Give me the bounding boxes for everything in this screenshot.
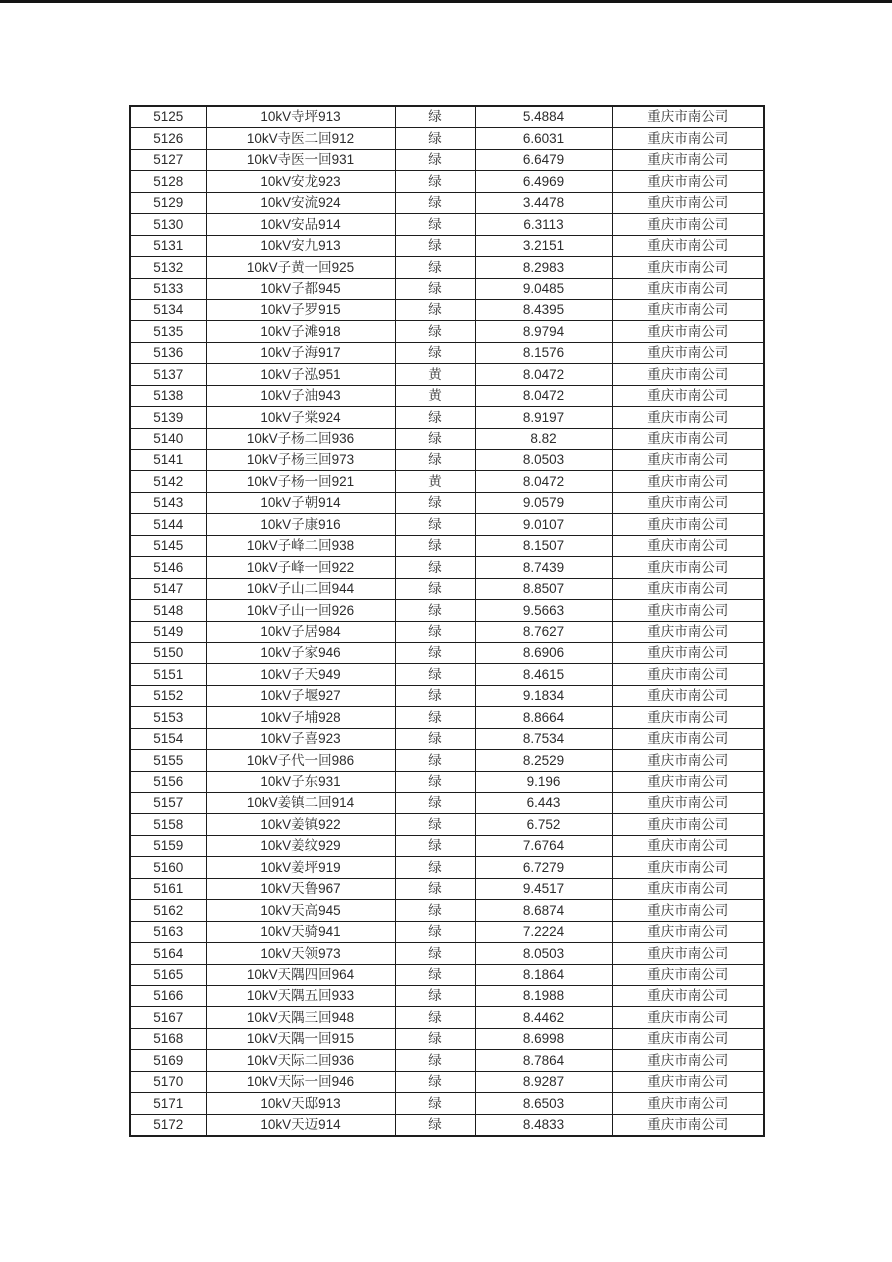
cell-company: 重庆市南公司 bbox=[612, 407, 764, 428]
cell-serial-number: 5150 bbox=[130, 642, 206, 663]
cell-value: 8.7439 bbox=[475, 557, 612, 578]
cell-feeder-name: 10kV安品914 bbox=[206, 214, 395, 235]
cell-company: 重庆市南公司 bbox=[612, 471, 764, 492]
cell-status: 绿 bbox=[395, 943, 475, 964]
cell-value: 8.2983 bbox=[475, 257, 612, 278]
cell-status: 绿 bbox=[395, 321, 475, 342]
cell-value: 5.4884 bbox=[475, 106, 612, 128]
cell-feeder-name: 10kV子罗915 bbox=[206, 299, 395, 320]
cell-status: 绿 bbox=[395, 578, 475, 599]
cell-feeder-name: 10kV天隅三回948 bbox=[206, 1007, 395, 1028]
cell-company: 重庆市南公司 bbox=[612, 728, 764, 749]
cell-feeder-name: 10kV子黄一回925 bbox=[206, 257, 395, 278]
cell-value: 8.1864 bbox=[475, 964, 612, 985]
table-row bbox=[130, 214, 764, 235]
cell-feeder-name: 10kV寺医二回912 bbox=[206, 128, 395, 149]
cell-feeder-name: 10kV天际二回936 bbox=[206, 1050, 395, 1071]
cell-value: 8.6503 bbox=[475, 1093, 612, 1114]
cell-company: 重庆市南公司 bbox=[612, 814, 764, 835]
cell-value: 8.82 bbox=[475, 428, 612, 449]
cell-serial-number: 5163 bbox=[130, 921, 206, 942]
table-row bbox=[130, 471, 764, 492]
cell-value: 8.0503 bbox=[475, 943, 612, 964]
cell-value: 9.0107 bbox=[475, 514, 612, 535]
cell-company: 重庆市南公司 bbox=[612, 707, 764, 728]
cell-value: 8.6998 bbox=[475, 1028, 612, 1049]
table-row bbox=[130, 557, 764, 578]
cell-value: 8.7627 bbox=[475, 621, 612, 642]
cell-feeder-name: 10kV姜镇922 bbox=[206, 814, 395, 835]
cell-company: 重庆市南公司 bbox=[612, 921, 764, 942]
table-row bbox=[130, 707, 764, 728]
cell-serial-number: 5126 bbox=[130, 128, 206, 149]
table-row bbox=[130, 1093, 764, 1114]
table-row bbox=[130, 450, 764, 471]
cell-value: 9.196 bbox=[475, 771, 612, 792]
table-row bbox=[130, 921, 764, 942]
cell-serial-number: 5169 bbox=[130, 1050, 206, 1071]
table-row bbox=[130, 535, 764, 556]
cell-feeder-name: 10kV天领973 bbox=[206, 943, 395, 964]
cell-feeder-name: 10kV子山二回944 bbox=[206, 578, 395, 599]
cell-status: 绿 bbox=[395, 921, 475, 942]
cell-feeder-name: 10kV子家946 bbox=[206, 642, 395, 663]
cell-value: 9.0485 bbox=[475, 278, 612, 299]
cell-feeder-name: 10kV子埔928 bbox=[206, 707, 395, 728]
cell-feeder-name: 10kV子喜923 bbox=[206, 728, 395, 749]
cell-company: 重庆市南公司 bbox=[612, 642, 764, 663]
cell-serial-number: 5137 bbox=[130, 364, 206, 385]
cell-value: 9.5663 bbox=[475, 600, 612, 621]
cell-status: 绿 bbox=[395, 600, 475, 621]
cell-company: 重庆市南公司 bbox=[612, 235, 764, 256]
cell-serial-number: 5139 bbox=[130, 407, 206, 428]
cell-company: 重庆市南公司 bbox=[612, 835, 764, 856]
cell-serial-number: 5125 bbox=[130, 106, 206, 128]
cell-status: 绿 bbox=[395, 857, 475, 878]
cell-value: 7.6764 bbox=[475, 835, 612, 856]
cell-status: 绿 bbox=[395, 835, 475, 856]
cell-serial-number: 5127 bbox=[130, 149, 206, 170]
cell-status: 黄 bbox=[395, 364, 475, 385]
cell-value: 8.7864 bbox=[475, 1050, 612, 1071]
cell-status: 绿 bbox=[395, 278, 475, 299]
cell-status: 绿 bbox=[395, 557, 475, 578]
cell-value: 6.6031 bbox=[475, 128, 612, 149]
cell-company: 重庆市南公司 bbox=[612, 600, 764, 621]
cell-serial-number: 5160 bbox=[130, 857, 206, 878]
cell-serial-number: 5167 bbox=[130, 1007, 206, 1028]
cell-company: 重庆市南公司 bbox=[612, 171, 764, 192]
table-row bbox=[130, 106, 764, 128]
cell-value: 9.0579 bbox=[475, 492, 612, 513]
cell-company: 重庆市南公司 bbox=[612, 943, 764, 964]
cell-serial-number: 5142 bbox=[130, 471, 206, 492]
cell-status: 绿 bbox=[395, 707, 475, 728]
cell-company: 重庆市南公司 bbox=[612, 985, 764, 1006]
cell-status: 绿 bbox=[395, 1007, 475, 1028]
cell-feeder-name: 10kV天际一回946 bbox=[206, 1071, 395, 1092]
table-row bbox=[130, 728, 764, 749]
cell-company: 重庆市南公司 bbox=[612, 192, 764, 213]
table-row bbox=[130, 299, 764, 320]
cell-serial-number: 5152 bbox=[130, 685, 206, 706]
cell-serial-number: 5162 bbox=[130, 900, 206, 921]
cell-status: 绿 bbox=[395, 1071, 475, 1092]
cell-serial-number: 5143 bbox=[130, 492, 206, 513]
cell-company: 重庆市南公司 bbox=[612, 106, 764, 128]
page-top-edge bbox=[0, 0, 892, 3]
table-row bbox=[130, 342, 764, 363]
cell-company: 重庆市南公司 bbox=[612, 428, 764, 449]
table-row bbox=[130, 492, 764, 513]
cell-company: 重庆市南公司 bbox=[612, 750, 764, 771]
cell-value: 6.7279 bbox=[475, 857, 612, 878]
cell-serial-number: 5138 bbox=[130, 385, 206, 406]
cell-value: 8.7534 bbox=[475, 728, 612, 749]
cell-feeder-name: 10kV子堰927 bbox=[206, 685, 395, 706]
cell-serial-number: 5159 bbox=[130, 835, 206, 856]
cell-serial-number: 5148 bbox=[130, 600, 206, 621]
cell-serial-number: 5145 bbox=[130, 535, 206, 556]
table-row bbox=[130, 514, 764, 535]
cell-feeder-name: 10kV子天949 bbox=[206, 664, 395, 685]
cell-value: 8.6906 bbox=[475, 642, 612, 663]
cell-value: 8.4462 bbox=[475, 1007, 612, 1028]
cell-value: 8.8507 bbox=[475, 578, 612, 599]
cell-feeder-name: 10kV子杨一回921 bbox=[206, 471, 395, 492]
cell-status: 绿 bbox=[395, 492, 475, 513]
cell-feeder-name: 10kV姜镇二回914 bbox=[206, 793, 395, 814]
cell-status: 绿 bbox=[395, 235, 475, 256]
cell-status: 黄 bbox=[395, 471, 475, 492]
table-row bbox=[130, 771, 764, 792]
table-row bbox=[130, 685, 764, 706]
cell-company: 重庆市南公司 bbox=[612, 278, 764, 299]
cell-feeder-name: 10kV子都945 bbox=[206, 278, 395, 299]
cell-serial-number: 5164 bbox=[130, 943, 206, 964]
cell-feeder-name: 10kV子山一回926 bbox=[206, 600, 395, 621]
cell-feeder-name: 10kV子海917 bbox=[206, 342, 395, 363]
cell-feeder-name: 10kV子杨三回973 bbox=[206, 450, 395, 471]
cell-serial-number: 5133 bbox=[130, 278, 206, 299]
cell-company: 重庆市南公司 bbox=[612, 257, 764, 278]
cell-company: 重庆市南公司 bbox=[612, 771, 764, 792]
cell-company: 重庆市南公司 bbox=[612, 214, 764, 235]
cell-serial-number: 5129 bbox=[130, 192, 206, 213]
cell-company: 重庆市南公司 bbox=[612, 1028, 764, 1049]
cell-feeder-name: 10kV子棠924 bbox=[206, 407, 395, 428]
table-row bbox=[130, 578, 764, 599]
cell-value: 6.752 bbox=[475, 814, 612, 835]
table-row bbox=[130, 278, 764, 299]
cell-company: 重庆市南公司 bbox=[612, 964, 764, 985]
cell-feeder-name: 10kV天隅五回933 bbox=[206, 985, 395, 1006]
cell-company: 重庆市南公司 bbox=[612, 450, 764, 471]
cell-feeder-name: 10kV子峰二回938 bbox=[206, 535, 395, 556]
cell-feeder-name: 10kV子滩918 bbox=[206, 321, 395, 342]
cell-company: 重庆市南公司 bbox=[612, 557, 764, 578]
cell-company: 重庆市南公司 bbox=[612, 342, 764, 363]
cell-feeder-name: 10kV天迈914 bbox=[206, 1114, 395, 1136]
cell-company: 重庆市南公司 bbox=[612, 793, 764, 814]
cell-value: 6.3113 bbox=[475, 214, 612, 235]
cell-feeder-name: 10kV子朝914 bbox=[206, 492, 395, 513]
table-row bbox=[130, 642, 764, 663]
table-row bbox=[130, 943, 764, 964]
table-row bbox=[130, 192, 764, 213]
cell-feeder-name: 10kV天高945 bbox=[206, 900, 395, 921]
cell-serial-number: 5136 bbox=[130, 342, 206, 363]
cell-serial-number: 5155 bbox=[130, 750, 206, 771]
cell-status: 绿 bbox=[395, 514, 475, 535]
cell-status: 绿 bbox=[395, 664, 475, 685]
cell-company: 重庆市南公司 bbox=[612, 878, 764, 899]
cell-serial-number: 5135 bbox=[130, 321, 206, 342]
cell-serial-number: 5130 bbox=[130, 214, 206, 235]
table-row bbox=[130, 385, 764, 406]
cell-status: 绿 bbox=[395, 1093, 475, 1114]
table-row bbox=[130, 750, 764, 771]
cell-status: 绿 bbox=[395, 1028, 475, 1049]
table-row bbox=[130, 600, 764, 621]
cell-status: 绿 bbox=[395, 900, 475, 921]
cell-company: 重庆市南公司 bbox=[612, 364, 764, 385]
cell-status: 绿 bbox=[395, 535, 475, 556]
cell-serial-number: 5170 bbox=[130, 1071, 206, 1092]
cell-serial-number: 5149 bbox=[130, 621, 206, 642]
cell-serial-number: 5151 bbox=[130, 664, 206, 685]
cell-serial-number: 5172 bbox=[130, 1114, 206, 1136]
table-row bbox=[130, 621, 764, 642]
cell-status: 绿 bbox=[395, 1050, 475, 1071]
table-row bbox=[130, 793, 764, 814]
cell-company: 重庆市南公司 bbox=[612, 578, 764, 599]
cell-status: 绿 bbox=[395, 728, 475, 749]
cell-company: 重庆市南公司 bbox=[612, 492, 764, 513]
cell-value: 8.0472 bbox=[475, 471, 612, 492]
cell-company: 重庆市南公司 bbox=[612, 149, 764, 170]
cell-serial-number: 5144 bbox=[130, 514, 206, 535]
cell-feeder-name: 10kV寺坪913 bbox=[206, 106, 395, 128]
table-row bbox=[130, 407, 764, 428]
table-row bbox=[130, 1007, 764, 1028]
cell-serial-number: 5153 bbox=[130, 707, 206, 728]
cell-status: 绿 bbox=[395, 985, 475, 1006]
cell-value: 3.4478 bbox=[475, 192, 612, 213]
cell-value: 7.2224 bbox=[475, 921, 612, 942]
cell-value: 8.9287 bbox=[475, 1071, 612, 1092]
cell-company: 重庆市南公司 bbox=[612, 385, 764, 406]
cell-feeder-name: 10kV寺医一回931 bbox=[206, 149, 395, 170]
cell-serial-number: 5146 bbox=[130, 557, 206, 578]
cell-value: 8.1988 bbox=[475, 985, 612, 1006]
cell-company: 重庆市南公司 bbox=[612, 1114, 764, 1136]
cell-status: 绿 bbox=[395, 450, 475, 471]
table-row bbox=[130, 835, 764, 856]
cell-status: 绿 bbox=[395, 964, 475, 985]
table-row bbox=[130, 1028, 764, 1049]
table-row bbox=[130, 814, 764, 835]
cell-status: 绿 bbox=[395, 171, 475, 192]
cell-company: 重庆市南公司 bbox=[612, 1093, 764, 1114]
cell-company: 重庆市南公司 bbox=[612, 857, 764, 878]
cell-serial-number: 5128 bbox=[130, 171, 206, 192]
cell-status: 黄 bbox=[395, 385, 475, 406]
cell-value: 8.2529 bbox=[475, 750, 612, 771]
cell-company: 重庆市南公司 bbox=[612, 664, 764, 685]
cell-status: 绿 bbox=[395, 771, 475, 792]
cell-feeder-name: 10kV姜坪919 bbox=[206, 857, 395, 878]
cell-status: 绿 bbox=[395, 192, 475, 213]
cell-company: 重庆市南公司 bbox=[612, 299, 764, 320]
table-row bbox=[130, 235, 764, 256]
cell-value: 6.4969 bbox=[475, 171, 612, 192]
table-row bbox=[130, 149, 764, 170]
table-row bbox=[130, 1050, 764, 1071]
cell-serial-number: 5166 bbox=[130, 985, 206, 1006]
cell-value: 9.4517 bbox=[475, 878, 612, 899]
table-row bbox=[130, 964, 764, 985]
feeder-table bbox=[129, 105, 765, 1137]
cell-value: 8.9197 bbox=[475, 407, 612, 428]
cell-feeder-name: 10kV子油943 bbox=[206, 385, 395, 406]
table-row bbox=[130, 364, 764, 385]
cell-value: 8.4615 bbox=[475, 664, 612, 685]
cell-company: 重庆市南公司 bbox=[612, 1007, 764, 1028]
cell-company: 重庆市南公司 bbox=[612, 900, 764, 921]
cell-feeder-name: 10kV天骑941 bbox=[206, 921, 395, 942]
cell-status: 绿 bbox=[395, 793, 475, 814]
cell-value: 6.443 bbox=[475, 793, 612, 814]
cell-status: 绿 bbox=[395, 214, 475, 235]
cell-company: 重庆市南公司 bbox=[612, 1050, 764, 1071]
cell-feeder-name: 10kV子居984 bbox=[206, 621, 395, 642]
cell-status: 绿 bbox=[395, 257, 475, 278]
cell-feeder-name: 10kV子康916 bbox=[206, 514, 395, 535]
cell-value: 3.2151 bbox=[475, 235, 612, 256]
cell-value: 8.0503 bbox=[475, 450, 612, 471]
cell-serial-number: 5154 bbox=[130, 728, 206, 749]
table-row bbox=[130, 878, 764, 899]
cell-serial-number: 5168 bbox=[130, 1028, 206, 1049]
feeder-table-body bbox=[130, 106, 764, 1136]
cell-feeder-name: 10kV子杨二回936 bbox=[206, 428, 395, 449]
cell-company: 重庆市南公司 bbox=[612, 535, 764, 556]
cell-feeder-name: 10kV天鲁967 bbox=[206, 878, 395, 899]
table-row bbox=[130, 985, 764, 1006]
cell-value: 8.6874 bbox=[475, 900, 612, 921]
cell-company: 重庆市南公司 bbox=[612, 128, 764, 149]
cell-feeder-name: 10kV天隅四回964 bbox=[206, 964, 395, 985]
cell-serial-number: 5165 bbox=[130, 964, 206, 985]
table-row bbox=[130, 664, 764, 685]
table-row bbox=[130, 128, 764, 149]
cell-serial-number: 5141 bbox=[130, 450, 206, 471]
cell-value: 8.0472 bbox=[475, 385, 612, 406]
table-row bbox=[130, 321, 764, 342]
cell-status: 绿 bbox=[395, 750, 475, 771]
cell-serial-number: 5147 bbox=[130, 578, 206, 599]
cell-feeder-name: 10kV子峰一回922 bbox=[206, 557, 395, 578]
cell-value: 6.6479 bbox=[475, 149, 612, 170]
cell-feeder-name: 10kV天邸913 bbox=[206, 1093, 395, 1114]
cell-value: 8.4395 bbox=[475, 299, 612, 320]
table-row bbox=[130, 857, 764, 878]
cell-status: 绿 bbox=[395, 128, 475, 149]
cell-status: 绿 bbox=[395, 814, 475, 835]
table-row bbox=[130, 171, 764, 192]
cell-feeder-name: 10kV安龙923 bbox=[206, 171, 395, 192]
cell-status: 绿 bbox=[395, 685, 475, 706]
cell-serial-number: 5156 bbox=[130, 771, 206, 792]
cell-serial-number: 5132 bbox=[130, 257, 206, 278]
table-row bbox=[130, 257, 764, 278]
cell-company: 重庆市南公司 bbox=[612, 1071, 764, 1092]
cell-status: 绿 bbox=[395, 106, 475, 128]
cell-value: 8.1576 bbox=[475, 342, 612, 363]
table-row bbox=[130, 428, 764, 449]
cell-serial-number: 5131 bbox=[130, 235, 206, 256]
cell-feeder-name: 10kV子泓951 bbox=[206, 364, 395, 385]
cell-feeder-name: 10kV安九913 bbox=[206, 235, 395, 256]
cell-status: 绿 bbox=[395, 428, 475, 449]
table-row bbox=[130, 900, 764, 921]
cell-feeder-name: 10kV安流924 bbox=[206, 192, 395, 213]
cell-status: 绿 bbox=[395, 1114, 475, 1136]
cell-status: 绿 bbox=[395, 407, 475, 428]
table-row bbox=[130, 1114, 764, 1136]
cell-status: 绿 bbox=[395, 878, 475, 899]
cell-serial-number: 5171 bbox=[130, 1093, 206, 1114]
cell-feeder-name: 10kV子代一回986 bbox=[206, 750, 395, 771]
cell-company: 重庆市南公司 bbox=[612, 621, 764, 642]
cell-serial-number: 5161 bbox=[130, 878, 206, 899]
cell-company: 重庆市南公司 bbox=[612, 321, 764, 342]
cell-value: 8.9794 bbox=[475, 321, 612, 342]
cell-status: 绿 bbox=[395, 342, 475, 363]
cell-feeder-name: 10kV天隅一回915 bbox=[206, 1028, 395, 1049]
cell-status: 绿 bbox=[395, 642, 475, 663]
cell-value: 8.0472 bbox=[475, 364, 612, 385]
cell-feeder-name: 10kV姜纹929 bbox=[206, 835, 395, 856]
cell-value: 8.1507 bbox=[475, 535, 612, 556]
cell-serial-number: 5157 bbox=[130, 793, 206, 814]
cell-serial-number: 5134 bbox=[130, 299, 206, 320]
cell-value: 9.1834 bbox=[475, 685, 612, 706]
cell-value: 8.4833 bbox=[475, 1114, 612, 1136]
cell-status: 绿 bbox=[395, 299, 475, 320]
cell-company: 重庆市南公司 bbox=[612, 514, 764, 535]
cell-serial-number: 5140 bbox=[130, 428, 206, 449]
cell-value: 8.8664 bbox=[475, 707, 612, 728]
table-row bbox=[130, 1071, 764, 1092]
cell-serial-number: 5158 bbox=[130, 814, 206, 835]
cell-status: 绿 bbox=[395, 621, 475, 642]
cell-company: 重庆市南公司 bbox=[612, 685, 764, 706]
cell-feeder-name: 10kV子东931 bbox=[206, 771, 395, 792]
cell-status: 绿 bbox=[395, 149, 475, 170]
